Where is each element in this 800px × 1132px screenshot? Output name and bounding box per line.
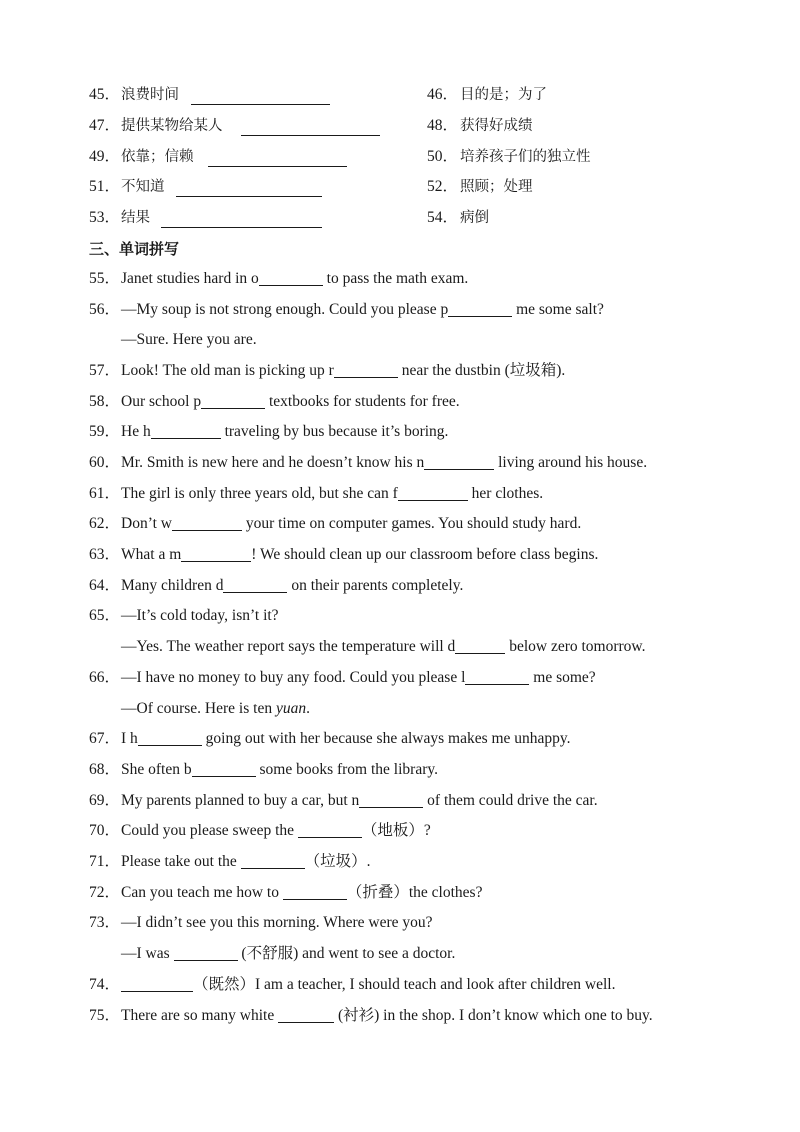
question-number: 68． [89, 761, 121, 778]
text-after-blank: me some salt? [512, 301, 604, 318]
question-number: 56． [89, 301, 121, 318]
answer-blank[interactable] [223, 574, 287, 593]
text-before-blank: Mr. Smith is new here and he doesn’t know his n [121, 454, 425, 471]
question-number: 71． [89, 853, 121, 870]
text-after-blank: some books from the library. [255, 761, 438, 778]
answer-blank[interactable] [298, 819, 362, 838]
answer-blank[interactable] [161, 209, 322, 228]
text-before-blank: Janet studies hard in o [121, 270, 259, 287]
question-number: 49． [89, 148, 121, 165]
question-text: —I didn’t see you this morning. Where were you? [121, 914, 433, 931]
text-after-blank: traveling by bus because it’s boring. [220, 423, 449, 440]
question-text [121, 724, 571, 754]
text-before-blank: Please take out the [121, 853, 241, 870]
question-number: 66． [89, 669, 121, 686]
phrase-row [0, 142, 800, 172]
question-text [121, 571, 463, 601]
text-after-blank: below zero tomorrow. [505, 638, 646, 655]
text-after-blank: (衬衫) in the shop. I don’t know which one to buy. [334, 1007, 653, 1024]
phrase-text: 照顾；处理 [460, 179, 533, 195]
question-number: 64． [89, 577, 121, 594]
answer-blank[interactable] [424, 451, 494, 470]
answer-blank[interactable] [455, 635, 505, 654]
question-text [121, 878, 482, 908]
question-number: 60． [89, 454, 121, 471]
question-number: 45． [89, 86, 121, 103]
question-text [121, 786, 598, 816]
question-number: 61． [89, 485, 121, 502]
question-row [0, 264, 800, 294]
dialogue-reply-row [0, 632, 800, 662]
question-number: 58． [89, 393, 121, 410]
question-number: 53． [89, 209, 121, 226]
question-number: 51． [89, 178, 121, 195]
answer-blank[interactable] [121, 973, 193, 992]
question-text [121, 417, 448, 447]
section-heading-row [0, 234, 800, 264]
answer-blank[interactable] [398, 482, 468, 501]
question-row [0, 479, 800, 509]
question-text [121, 816, 431, 846]
question-number: 52． [427, 178, 459, 195]
answer-blank[interactable] [448, 298, 512, 317]
text-after-blank: to pass the math exam. [322, 270, 469, 287]
phrase-row [0, 203, 800, 233]
question-number: 59． [89, 423, 121, 440]
phrase-row [0, 111, 800, 141]
question-row [0, 509, 800, 539]
text-before-blank: Look! The old man is picking up r [121, 362, 334, 379]
question-number: 55． [89, 270, 121, 287]
text-before-blank: There are so many white [121, 1007, 279, 1024]
answer-blank[interactable] [241, 117, 380, 136]
answer-blank[interactable] [465, 666, 529, 685]
dialogue-reply-row [0, 694, 800, 724]
dialogue-reply-row [0, 325, 800, 355]
text-before-blank: She often b [121, 761, 192, 778]
question-text [121, 509, 581, 539]
text-before-blank: Our school p [121, 393, 202, 410]
text-after-blank: （垃圾）. [304, 853, 371, 870]
text-after-blank: (不舒服) and went to see a doctor. [237, 945, 456, 962]
reply-text-end: . [306, 700, 310, 717]
question-row [0, 448, 800, 478]
question-row [0, 786, 800, 816]
text-after-blank: living around his house. [494, 454, 648, 471]
text-after-blank: her clothes. [467, 485, 544, 502]
question-number: 50． [427, 148, 459, 165]
answer-blank[interactable] [174, 942, 238, 961]
question-row [0, 878, 800, 908]
answer-blank[interactable] [334, 359, 398, 378]
question-text [121, 540, 598, 570]
answer-blank[interactable] [192, 758, 256, 777]
text-after-blank: （折叠）the clothes? [346, 884, 483, 901]
phrase-text: 培养孩子们的独立性 [460, 149, 591, 165]
question-row [0, 417, 800, 447]
question-row [0, 540, 800, 570]
question-row [0, 755, 800, 785]
question-text [121, 847, 371, 877]
question-number: 65． [89, 607, 121, 624]
answer-blank[interactable] [172, 512, 242, 531]
phrase-text: 不知道 [121, 179, 165, 195]
question-number: 46． [427, 86, 459, 103]
text-after-blank: （既然）I am a teacher, I should teach and look after children well. [193, 976, 616, 993]
question-row [0, 970, 800, 1000]
text-after-blank: me some? [529, 669, 596, 686]
question-number: 57． [89, 362, 121, 379]
text-after-blank: your time on computer games. You should study hard. [241, 515, 582, 532]
answer-blank[interactable] [151, 420, 221, 439]
question-text [121, 479, 543, 509]
question-number: 48． [427, 117, 459, 134]
phrase-row [0, 172, 800, 202]
text-after-blank: near the dustbin (垃圾箱). [397, 362, 566, 379]
text-before-blank: What a m [121, 546, 182, 563]
answer-blank[interactable] [241, 850, 305, 869]
answer-blank[interactable] [278, 1004, 334, 1023]
question-text [121, 970, 615, 1000]
question-number: 69． [89, 792, 121, 809]
dialogue-reply [121, 939, 455, 969]
text-before-blank: Don’t w [121, 515, 172, 532]
answer-blank[interactable] [191, 86, 330, 105]
question-number: 54． [427, 209, 459, 226]
phrase-row [0, 80, 800, 110]
question-row [0, 1001, 800, 1031]
phrase-text: 依靠；信赖 [121, 149, 194, 165]
text-after-blank: ! We should clean up our classroom before class begins. [251, 546, 599, 563]
question-row [0, 663, 800, 693]
text-before-blank: My parents planned to buy a car, but n [121, 792, 360, 809]
answer-blank[interactable] [138, 727, 202, 746]
question-text [121, 295, 604, 325]
text-before-blank: I h [121, 730, 138, 747]
question-number: 62． [89, 515, 121, 532]
question-text [121, 387, 460, 417]
reply-text: —Of course. Here is ten [121, 700, 276, 717]
dialogue-reply [121, 694, 310, 724]
question-number: 74． [89, 976, 121, 993]
answer-blank[interactable] [259, 267, 323, 286]
text-after-blank: on their parents completely. [287, 577, 464, 594]
text-before-blank: —My soup is not strong enough. Could you please p [121, 301, 449, 318]
question-text [121, 663, 596, 693]
phrase-text: 结果 [121, 210, 150, 226]
text-before-blank: —I was [121, 945, 174, 962]
section-title: 三、单词拼写 [89, 240, 180, 258]
answer-blank[interactable] [208, 148, 347, 167]
question-text [121, 356, 565, 386]
question-row [0, 571, 800, 601]
question-row [0, 356, 800, 386]
phrase-text: 目的是；为了 [460, 87, 547, 103]
question-text [121, 1001, 653, 1031]
text-after-blank: textbooks for students for free. [265, 393, 460, 410]
dialogue-reply-row [0, 939, 800, 969]
question-number: 63． [89, 546, 121, 563]
text-before-blank: He h [121, 423, 151, 440]
text-after-blank: going out with her because she always makes me unhappy. [201, 730, 571, 747]
question-text [121, 448, 647, 478]
question-row [0, 387, 800, 417]
text-after-blank: （地板）? [361, 822, 431, 839]
question-row [0, 724, 800, 754]
text-before-blank: Can you teach me how to [121, 884, 283, 901]
phrase-text: 病倒 [460, 210, 489, 226]
question-number: 47． [89, 117, 121, 134]
text-before-blank: Many children d [121, 577, 224, 594]
answer-blank[interactable] [283, 881, 347, 900]
text-before-blank: —I have no money to buy any food. Could you please l [121, 669, 466, 686]
question-number: 75． [89, 1007, 121, 1024]
text-before-blank: —Yes. The weather report says the temperature will d [121, 638, 456, 655]
text-before-blank: Could you please sweep the [121, 822, 298, 839]
text-before-blank: The girl is only three years old, but she can f [121, 485, 398, 502]
question-number: 72． [89, 884, 121, 901]
question-text: —It’s cold today, isn’t it? [121, 607, 279, 624]
answer-blank[interactable] [359, 789, 423, 808]
dialogue-reply [121, 632, 646, 662]
question-number: 73． [89, 914, 121, 931]
dialogue-reply: —Sure. Here you are. [121, 331, 257, 348]
question-number: 67． [89, 730, 121, 747]
phrase-text: 获得好成绩 [460, 118, 533, 134]
phrase-text: 浪费时间 [121, 87, 179, 103]
question-row [0, 847, 800, 877]
answer-blank[interactable] [201, 390, 265, 409]
reply-italic-word: yuan [275, 700, 307, 717]
question-text [121, 755, 438, 785]
answer-blank[interactable] [176, 178, 322, 197]
question-text [121, 264, 468, 294]
question-row [0, 601, 800, 631]
text-after-blank: of them could drive the car. [423, 792, 598, 809]
answer-blank[interactable] [181, 543, 251, 562]
phrase-text: 提供某物给某人 [121, 118, 223, 134]
question-row [0, 295, 800, 325]
question-row [0, 816, 800, 846]
question-number: 70． [89, 822, 121, 839]
question-row [0, 908, 800, 938]
